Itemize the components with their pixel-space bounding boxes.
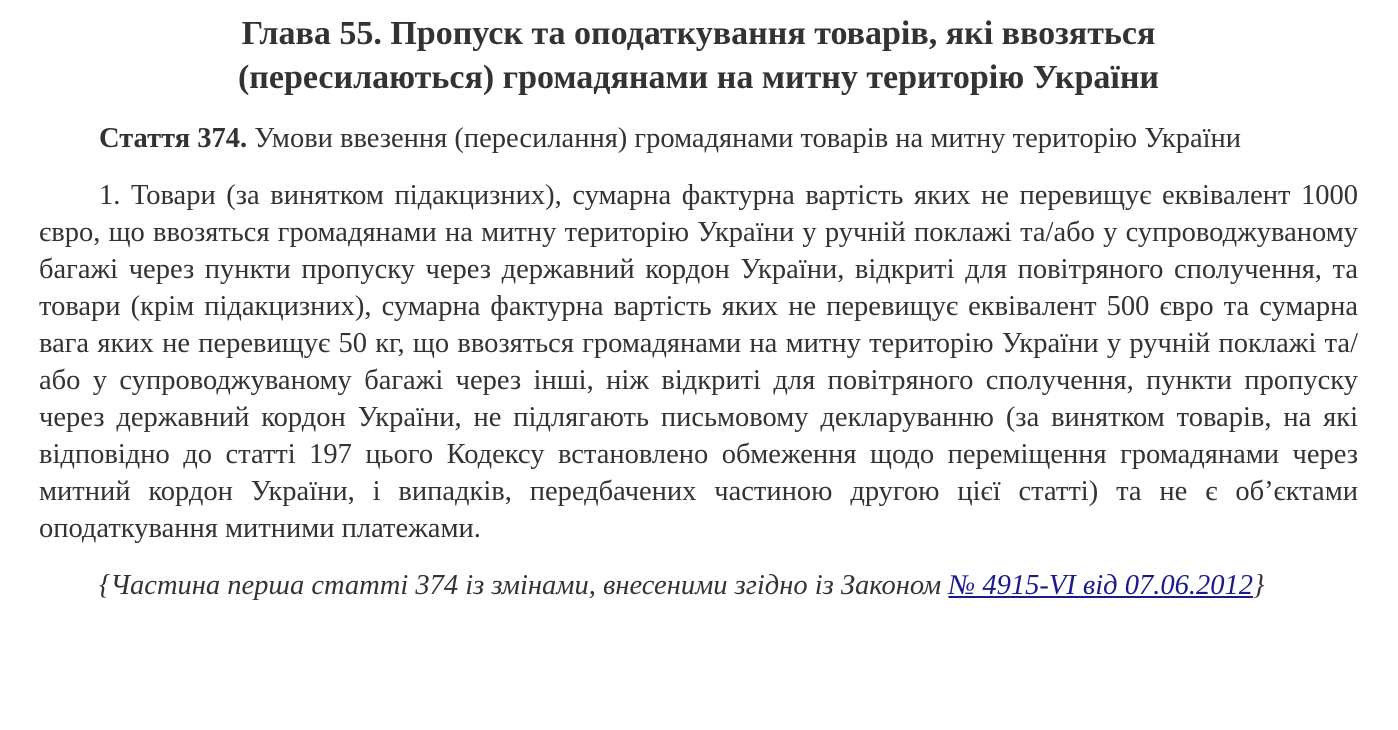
amendment-open-brace: { [99, 570, 111, 601]
amendment-text: Частина перша статті 374 із змінами, внесеними згідно із Законом [110, 570, 949, 601]
article-title: Умови ввезення (пересилання) громадянами товарів на митну територію України [254, 123, 1242, 154]
law-reference-link[interactable]: № 4915-VI від 07.06.2012 [948, 570, 1253, 601]
amendment-note [39, 567, 1358, 604]
chapter-title-line-2: (пересилаються) громадянами на митну територію України [237, 59, 1160, 96]
article-paragraph-1: 1. Товари (за винятком підакцизних), сумарна фактурна вартість яких не перевищує еквівалент 1000 євро, що ввозяться громадянами на митну територію України у ручній поклажі та/або у супроводжуваному багажі через пункти пропуску через державний кордон України, відкриті для повітряного сполучення, та товари (крім підакцизних), сумарна фактурна вартість яких не перевищує еквівалент 500 євро та сумарна вага яких не перевищує 50 кг, що ввозяться громадянами на митну територію України у ручній поклажі та/або у супроводжуваному багажі через інші, ніж відкриті для повітряного сполучення, пункти пропуску через державний кордон України, не підлягають письмовому декларуванню (за винятком товарів, на які відповідно до статті 197 цього Кодексу встановлено обмеження щодо переміщення громадянами через митний кордон України, і випадків, передбачених частиною другою цієї статті) та не є об’єктами оподаткування митними платежами. [39, 180, 1358, 544]
amendment-close-brace: } [1252, 570, 1265, 601]
article-heading [39, 120, 1358, 157]
chapter-title [39, 12, 1358, 100]
article-number: Стаття 374. [99, 123, 248, 154]
chapter-title-line-1: Глава 55. Пропуск та оподаткування товарів, які ввозяться [241, 15, 1156, 52]
